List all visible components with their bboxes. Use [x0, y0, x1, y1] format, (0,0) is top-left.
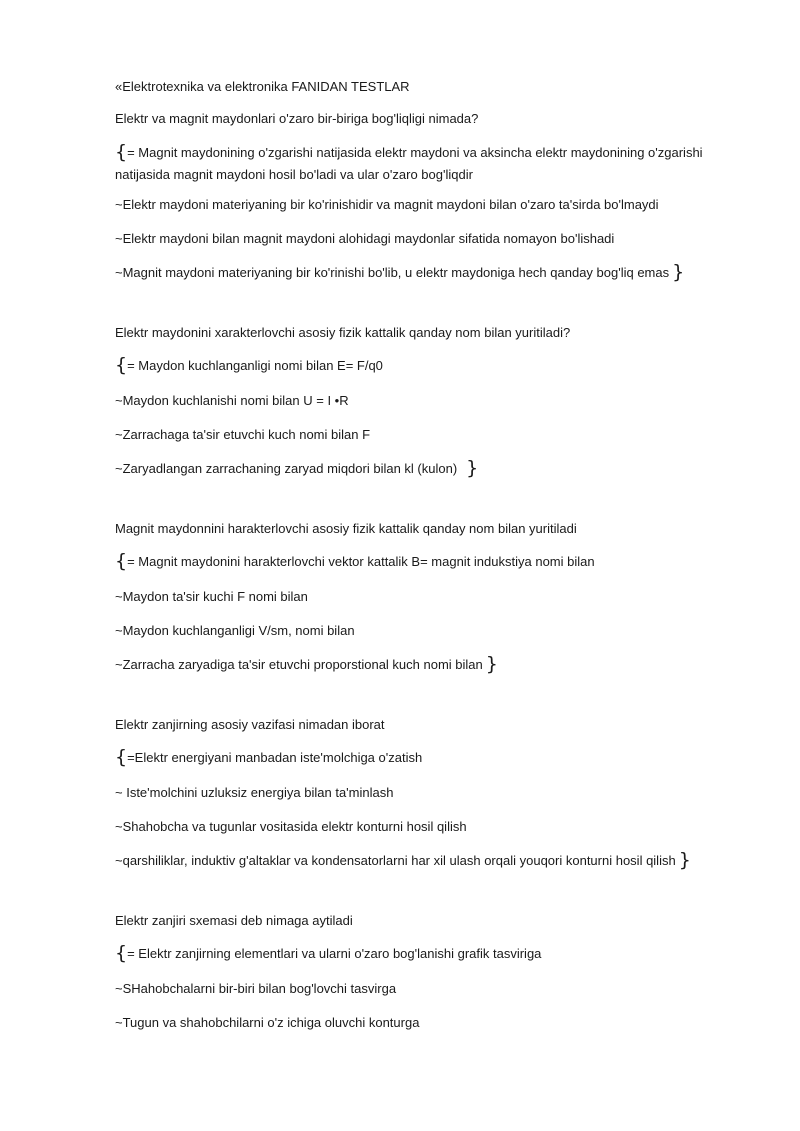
answer-correct	[115, 552, 595, 570]
answer-text: = Magnit maydonining o'zgarishi natijasida elektr maydoni va aksincha elektr maydonining o'zgarishi natijasida magnit maydoni hosil bo'ladi va ular o'zaro bog'liqdir	[115, 145, 703, 182]
open-brace: {	[115, 746, 128, 768]
open-brace: {	[115, 354, 128, 376]
answer-correct	[115, 140, 735, 186]
answer-text: ~Zaryadlangan zarrachaning zaryad miqdori bilan kl (kulon)	[115, 461, 458, 476]
close-brace: }	[485, 653, 498, 675]
question-text: Magnit maydonnini harakterlovchi asosiy fizik kattalik qanday nom bilan yuritiladi	[115, 521, 577, 536]
answer-text: ~Magnit maydoni materiyaning bir ko'rinishi bo'lib, u elektr maydoniga hech qanday bog'liq emas	[115, 265, 670, 280]
answer-text: ~Zarracha zaryadiga ta'sir etuvchi proporstional kuch nomi bilan	[115, 657, 483, 672]
answer-option: ~Maydon kuchlanganligi V/sm, nomi bilan	[115, 623, 355, 638]
close-brace: }	[678, 849, 691, 871]
answer-text: ~qarshiliklar, induktiv g'altaklar va kondensatorlarni har xil ulash orqali youqori konturni hosil qilish	[115, 853, 676, 868]
answer-option	[115, 851, 691, 869]
answer-option: ~SHahobchalarni bir-biri bilan bog'lovchi tasvirga	[115, 981, 397, 996]
open-brace: {	[115, 141, 128, 163]
answer-option: ~Tugun va shahobchilarni o'z ichiga oluvchi konturga	[115, 1015, 420, 1030]
answer-option: ~Elektr maydoni bilan magnit maydoni alohidagi maydonlar sifatida nomayon bo'lishadi	[115, 231, 615, 246]
answer-correct	[115, 944, 541, 962]
answer-option: ~Maydon ta'sir kuchi F nomi bilan	[115, 589, 308, 604]
answer-option	[115, 655, 498, 673]
answer-option: ~Maydon kuchlanishi nomi bilan U = I •R	[115, 393, 349, 408]
answer-option: ~Zarrachaga ta'sir etuvchi kuch nomi bilan F	[115, 427, 371, 442]
open-brace: {	[115, 550, 128, 572]
document-title: «Elektrotexnika va elektronika FANIDAN TESTLAR	[115, 79, 410, 94]
question-text: Elektr zanjiri sxemasi deb nimaga aytiladi	[115, 913, 353, 928]
answer-option	[115, 459, 478, 477]
question-text: Elektr maydonini xarakterlovchi asosiy fizik kattalik qanday nom bilan yuritiladi?	[115, 325, 571, 340]
answer-option: ~Elektr maydoni materiyaning bir ko'rinishidir va magnit maydoni bilan o'zaro ta'sirda bo'lmaydi	[115, 197, 659, 212]
answer-text: = Magnit maydonini harakterlovchi vektor kattalik B= magnit indukstiya nomi bilan	[127, 554, 595, 569]
answer-text: = Maydon kuchlanganligi nomi bilan E= F/q0	[127, 358, 383, 373]
answer-correct	[115, 748, 422, 766]
answer-text: = Elektr zanjirning elementlari va ularni o'zaro bog'lanishi grafik tasviriga	[127, 946, 542, 961]
open-brace: {	[115, 942, 128, 964]
close-brace: }	[466, 457, 479, 479]
answer-correct	[115, 356, 383, 374]
answer-option: ~ Iste'molchini uzluksiz energiya bilan ta'minlash	[115, 785, 394, 800]
question-text: Elektr va magnit maydonlari o'zaro bir-biriga bog'liqligi nimada?	[115, 111, 479, 126]
close-brace: }	[672, 261, 685, 283]
answer-option: ~Shahobcha va tugunlar vositasida elektr konturni hosil qilish	[115, 819, 467, 834]
question-text: Elektr zanjirning asosiy vazifasi nimadan iborat	[115, 717, 385, 732]
answer-option	[115, 263, 684, 281]
answer-text: =Elektr energiyani manbadan iste'molchiga o'zatish	[127, 750, 423, 765]
